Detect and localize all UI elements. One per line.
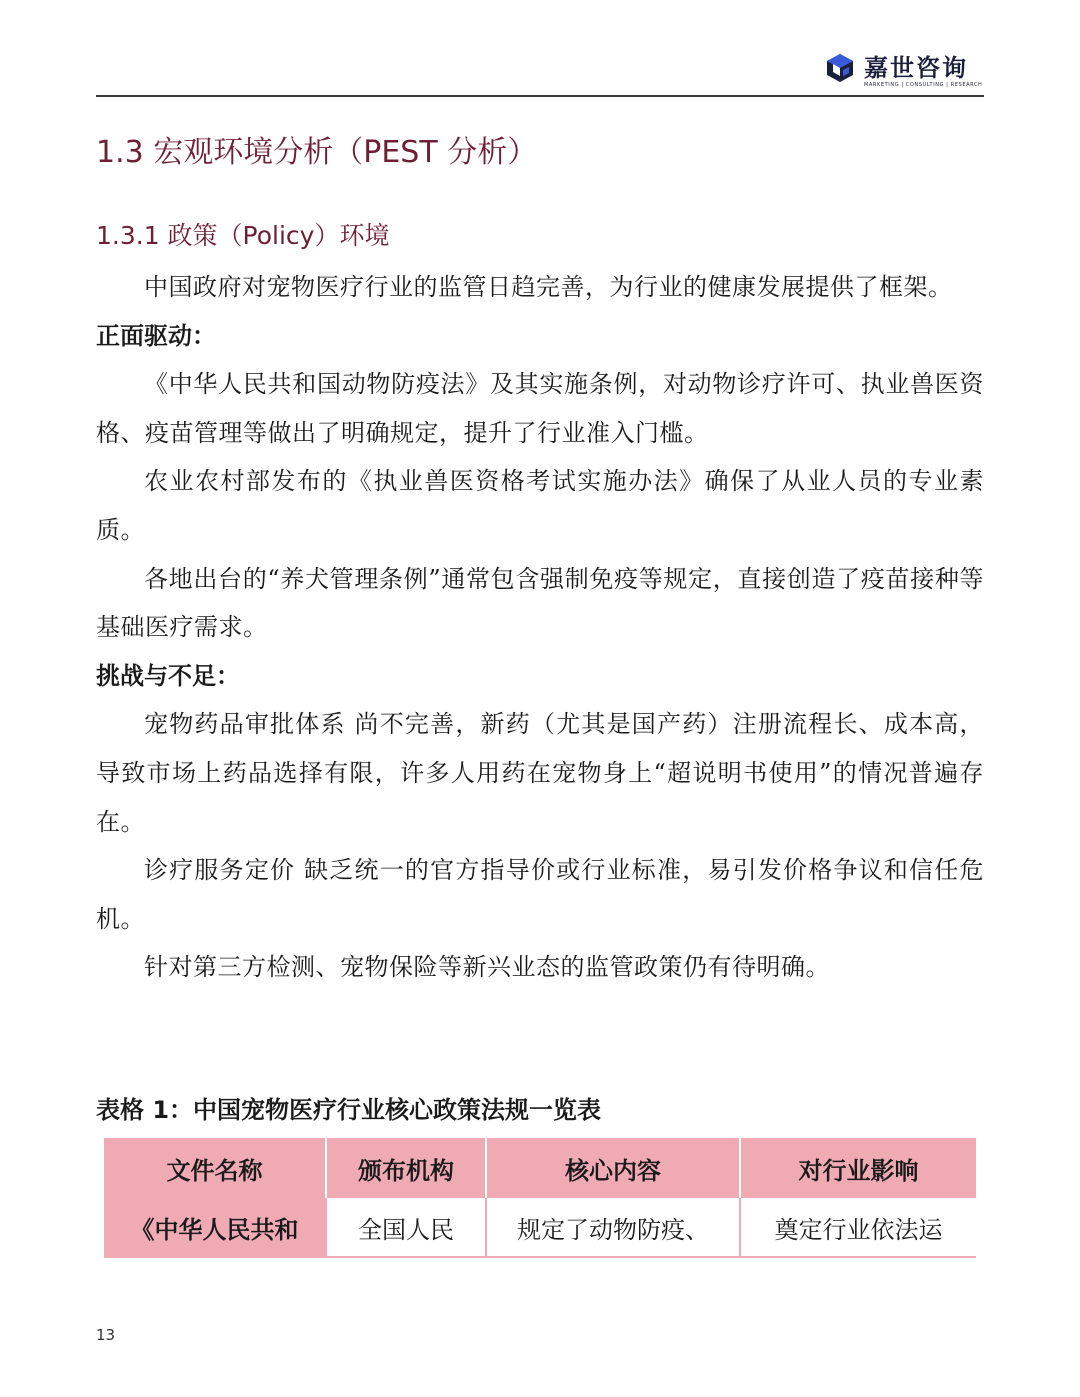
table-cell: 奠定行业依法运 bbox=[740, 1198, 976, 1257]
brand-tagline: MARKETING | CONSULTING | RESEARCH bbox=[864, 82, 983, 88]
column-header: 核心内容 bbox=[486, 1138, 740, 1198]
table-cell: 全国人民 bbox=[326, 1198, 486, 1257]
intro-paragraph: 中国政府对宠物医疗行业的监管日趋完善，为行业的健康发展提供了框架。 bbox=[144, 273, 953, 301]
policy-table bbox=[104, 1138, 976, 1258]
positive-heading: 正面驱动： bbox=[96, 321, 216, 350]
table-row bbox=[104, 1198, 976, 1257]
positive-paragraph: 《中华人民共和国动物防疫法》及其实施条例，对动物诊疗许可、执业兽医资格、疫苗管理等做出了明确规定，提升了行业准入门槛。 bbox=[96, 370, 984, 447]
positive-paragraph: 各地出台的“养犬管理条例”通常包含强制免疫等规定，直接创造了疫苗接种等基础医疗需求。 bbox=[96, 564, 984, 642]
table-caption: 表格 1：中国宠物医疗行业核心政策法规一览表 bbox=[96, 1096, 602, 1124]
table-header-row bbox=[104, 1138, 976, 1198]
body-content bbox=[96, 263, 984, 992]
column-header: 颁布机构 bbox=[326, 1138, 486, 1198]
page-header bbox=[96, 40, 984, 96]
brand-logo bbox=[824, 48, 983, 94]
challenge-paragraph: 宠物药品审批体系 尚不完善，新药（尤其是国产药）注册流程长、成本高，导致市场上药品选择有限，许多人用药在宠物身上“超说明书使用”的情况普遍存在。 bbox=[96, 710, 984, 836]
positive-paragraph: 农业农村部发布的《执业兽医资格考试实施办法》确保了从业人员的专业素质。 bbox=[96, 467, 984, 544]
table-cell: 《中华人民共和 bbox=[104, 1198, 326, 1257]
header-divider bbox=[96, 95, 984, 97]
page-number: 13 bbox=[96, 1326, 116, 1344]
column-header: 文件名称 bbox=[104, 1138, 326, 1198]
challenge-paragraph: 诊疗服务定价 缺乏统一的官方指导价或行业标准，易引发价格争议和信任危机。 bbox=[96, 856, 984, 933]
section-title: 1.3 宏观环境分析（PEST 分析） bbox=[96, 135, 538, 170]
column-header: 对行业影响 bbox=[740, 1138, 976, 1198]
challenges-heading: 挑战与不足： bbox=[96, 661, 240, 690]
challenge-paragraph: 针对第三方检测、宠物保险等新兴业态的监管政策仍有待明确。 bbox=[144, 953, 830, 982]
jiashi-cube-logo-icon bbox=[824, 52, 856, 84]
brand-name: 嘉世咨询 bbox=[864, 54, 968, 82]
subsection-title: 1.3.1 政策（Policy）环境 bbox=[96, 221, 390, 250]
table-cell: 规定了动物防疫、 bbox=[486, 1198, 740, 1257]
